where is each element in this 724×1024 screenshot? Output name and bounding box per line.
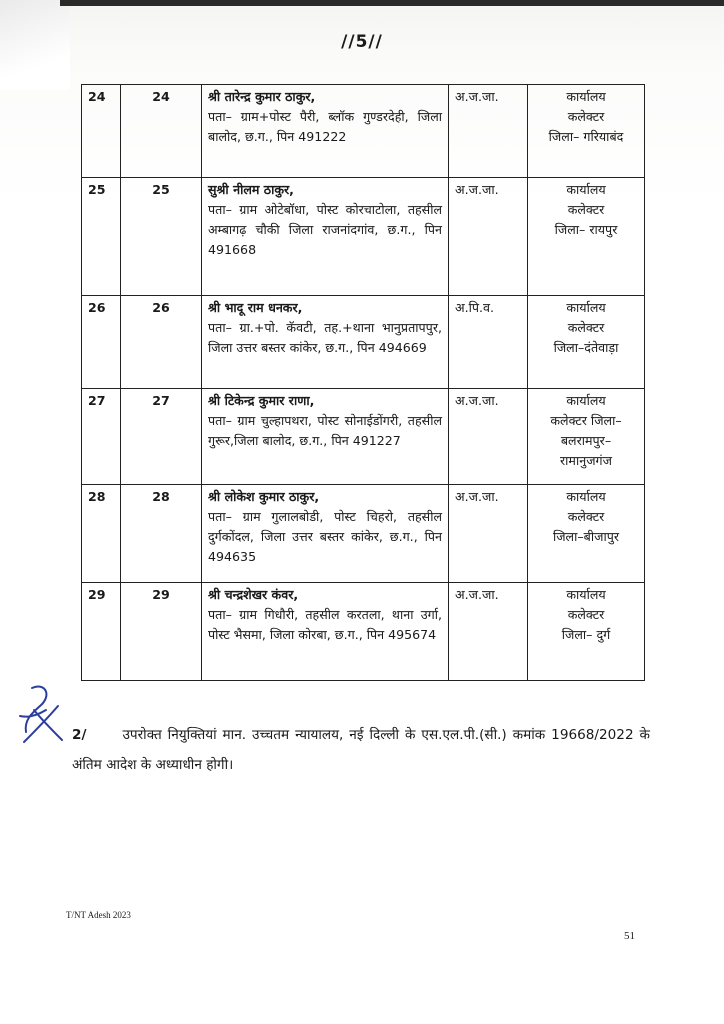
table-row [82, 85, 645, 178]
posting-office-cell [528, 85, 645, 178]
candidate-cell [202, 583, 449, 681]
paragraph-text: उपरोक्त नियुक्तियां मान. उच्चतम न्यायालय, नई दिल्ली के एस.एल.पी.(सी.) कमांक 19668/2022 के अंतिम आदेश के अध्याधीन होगी। [72, 727, 650, 773]
candidate-address: पता– ग्राम गुलालबोडी, पोस्ट चिहरो, तहसील दुर्गकोंदल, जिला उत्तर बस्तर कांकेर, छ.ग., पिन 494635 [208, 509, 442, 564]
posting-office-line: जिला– दुर्ग [561, 627, 611, 642]
posting-office-line: कार्यालय [566, 182, 606, 197]
paragraph-number: 2/ [72, 727, 87, 743]
posting-office-line: जिला– गरियाबंद [548, 129, 624, 144]
posting-office-line: कलेक्टर [567, 202, 605, 217]
candidate-address: पता– ग्राम+पोस्ट पैरी, ब्लॉक गुण्डरदेही, जिला बालोद, छ.ग., पिन 491222 [208, 109, 442, 144]
posting-office-line: कलेक्टर [567, 109, 605, 124]
serial-number-cell: 25 [82, 178, 121, 296]
posting-office-cell [528, 485, 645, 583]
posting-office-line: कार्यालय [566, 89, 606, 104]
rank-number-cell: 24 [121, 85, 202, 178]
candidate-name: श्री भादू राम धनकर, [208, 300, 303, 315]
candidate-name: सुश्री नीलम ठाकुर, [208, 182, 294, 197]
candidate-address: पता– ग्राम चुल्हापथरा, पोस्ट सोनाईडोंगरी, तहसील गुरूर,जिला बालोद, छ.ग., पिन 491227 [208, 413, 442, 448]
serial-number-cell: 26 [82, 296, 121, 389]
posting-office-line: कार्यालय [566, 489, 606, 504]
posting-office-cell [528, 583, 645, 681]
posting-office-line: कार्यालय [566, 300, 606, 315]
posting-office-line: कार्यालय [566, 393, 606, 408]
handwritten-initials-signature [12, 680, 72, 750]
posting-office-line: जिला– रायपुर [554, 222, 618, 237]
candidate-cell [202, 85, 449, 178]
footer-reference: T/NT Adesh 2023 [66, 910, 131, 920]
serial-number-cell: 27 [82, 389, 121, 485]
table-row [82, 178, 645, 296]
category-cell: अ.ज.जा. [449, 485, 528, 583]
posting-office-line: कार्यालय [566, 587, 606, 602]
category-cell: अ.ज.जा. [449, 389, 528, 485]
posting-office-line: जिला–दंतेवाड़ा [553, 340, 619, 355]
posting-office-line: कलेक्टर [567, 509, 605, 524]
page-marker: //5// [341, 32, 383, 52]
posting-office-cell [528, 296, 645, 389]
candidate-name: श्री तारेन्द्र कुमार ठाकुर, [208, 89, 316, 104]
candidate-address: पता– ग्राम गिधौरी, तहसील करतला, थाना उर्गा, पोस्ट भैसमा, जिला कोरबा, छ.ग., पिन 495674 [208, 607, 442, 642]
serial-number-cell: 29 [82, 583, 121, 681]
candidate-name: श्री टिकेन्द्र कुमार राणा, [208, 393, 315, 408]
candidate-name: श्री चन्द्रशेखर कंवर, [208, 587, 299, 602]
scan-edge-shadow [60, 0, 724, 6]
category-cell: अ.ज.जा. [449, 178, 528, 296]
footer-page-number: 51 [624, 930, 635, 942]
posting-office-cell [528, 178, 645, 296]
posting-office-line: कलेक्टर जिला– [550, 413, 622, 428]
serial-number-cell: 24 [82, 85, 121, 178]
rank-number-cell: 28 [121, 485, 202, 583]
posting-office-line: कलेक्टर [567, 320, 605, 335]
rank-number-cell: 27 [121, 389, 202, 485]
table-row [82, 389, 645, 485]
category-cell: अ.पि.व. [449, 296, 528, 389]
serial-number-cell: 28 [82, 485, 121, 583]
posting-office-line: बलरामपुर– [560, 433, 612, 448]
rank-number-cell: 29 [121, 583, 202, 681]
candidate-address: पता– ग्रा.+पो. कॅवटी, तह.+थाना भानुप्रतापपुर, जिला उत्तर बस्तर कांकेर, छ.ग., पिन 494669 [208, 320, 442, 355]
posting-office-line: रामानुजगंज [560, 453, 612, 468]
table-row [82, 485, 645, 583]
candidate-cell [202, 178, 449, 296]
rank-number-cell: 25 [121, 178, 202, 296]
candidate-name: श्री लोकेश कुमार ठाकुर, [208, 489, 320, 504]
table-row [82, 296, 645, 389]
posting-office-line: जिला–बीजापुर [552, 529, 620, 544]
note-paragraph [72, 720, 650, 780]
posting-office-cell [528, 389, 645, 485]
rank-number-cell: 26 [121, 296, 202, 389]
posting-office-line: कलेक्टर [567, 607, 605, 622]
candidate-cell [202, 389, 449, 485]
candidate-address: पता– ग्राम ओटेबॉधा, पोस्ट कोरचाटोला, तहसील अम्बागढ़ चौकी जिला राजनांदगांव, छ.ग., पिन 491668 [208, 202, 442, 257]
category-cell: अ.ज.जा. [449, 85, 528, 178]
candidate-cell [202, 485, 449, 583]
table-row [82, 583, 645, 681]
category-cell: अ.ज.जा. [449, 583, 528, 681]
candidate-cell [202, 296, 449, 389]
appointment-table [81, 84, 645, 681]
